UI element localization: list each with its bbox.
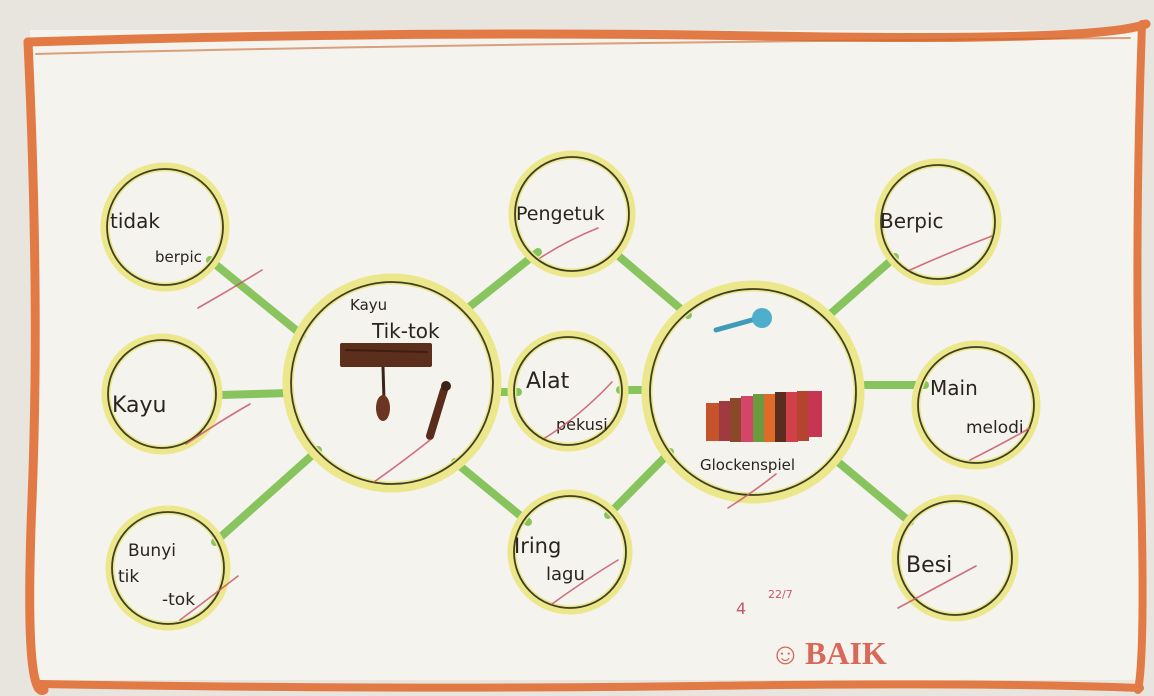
connector-kayu bbox=[220, 393, 290, 395]
teacher-date: 22/7 bbox=[768, 588, 793, 601]
baik-stamp bbox=[770, 635, 887, 671]
stamp-text: BAIK bbox=[805, 635, 887, 671]
label-kayu: Kayu bbox=[112, 393, 167, 418]
label-tok: -tok bbox=[162, 590, 196, 610]
teacher-mark: 4 bbox=[736, 599, 747, 618]
label-hub-kayu: Kayu bbox=[350, 296, 388, 314]
label-pekusi: pekusi bbox=[556, 415, 608, 434]
label-iring: Iring bbox=[514, 534, 562, 558]
label-lagu: lagu bbox=[546, 564, 585, 585]
label-main: Main bbox=[930, 376, 978, 400]
label-pengetuk: Pengetuk bbox=[516, 203, 605, 225]
label-berpic-left: berpic bbox=[155, 248, 202, 266]
label-berpic-right: Berpic bbox=[880, 209, 944, 233]
label-tik: tik bbox=[118, 567, 140, 587]
label-besi: Besi bbox=[906, 553, 953, 578]
label-bunyi: Bunyi bbox=[128, 541, 176, 561]
label-melodi: melodi bbox=[966, 418, 1024, 438]
label-alat: Alat bbox=[526, 369, 570, 394]
label-tidak: tidak bbox=[110, 209, 160, 233]
smiley-icon: ☺ bbox=[770, 638, 801, 671]
label-glockenspiel: Glockenspiel bbox=[700, 456, 796, 474]
label-hub-tiktok: Tik-tok bbox=[372, 319, 440, 343]
